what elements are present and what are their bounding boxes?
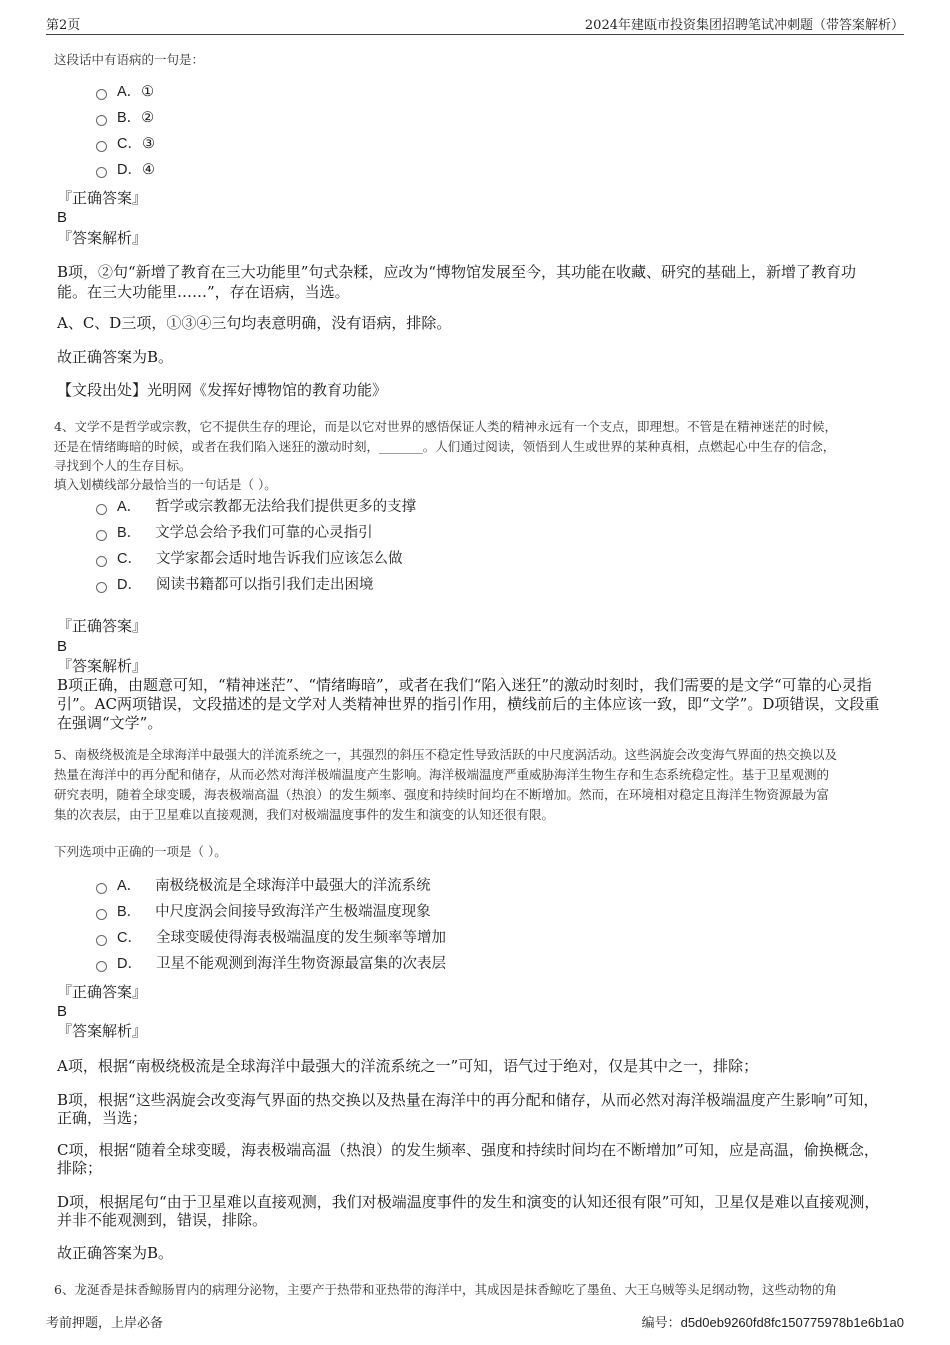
radio-icon[interactable] — [96, 883, 107, 894]
q3-analysis-label: 『答案解析』 — [57, 229, 148, 247]
q3-analysis-line: 故正确答案为B。 — [57, 348, 174, 366]
q4-stem-line: 4、文学不是哲学或宗教，它不提供生存的理论，而是以它对世界的感悟保证人类的精神永远有一个支点，即理想。不管是在精神迷茫的时候， — [54, 419, 837, 434]
q5-analysis-line: A项，根据“南极绕极流是全球海洋中最强大的洋流系统之一”可知，语气过于绝对，仅是其中之一，排除； — [57, 1057, 759, 1075]
q3-option-d[interactable]: D．④ — [96, 160, 155, 180]
radio-icon[interactable] — [96, 115, 107, 126]
q5-analysis-line: 正确，当选； — [57, 1109, 148, 1127]
document-code — [642, 1312, 904, 1331]
q5-analysis-line: D项，根据尾句“由于卫星难以直接观测，我们对极端温度事件的发生和演变的认知还很有限”可知，卫星仅是难以直接观测， — [57, 1193, 880, 1211]
code-label: 编号： — [641, 1316, 681, 1331]
q4-option-d[interactable]: D． 阅读书籍都可以指引我们走出困境 — [96, 575, 373, 595]
radio-icon[interactable] — [96, 504, 107, 515]
document-title: 2024年建瓯市投资集团招聘笔试冲刺题（带答案解析） — [584, 18, 904, 33]
q4-analysis-line: 在强调“文学”。 — [57, 714, 163, 732]
q5-analysis-line: B项，根据“这些涡旋会改变海气界面的热交换以及热量在海洋中的再分配和储存，从而必然对海洋极端温度产生影响”可知， — [57, 1091, 879, 1109]
radio-icon[interactable] — [96, 89, 107, 100]
footer-slogan: 考前押题，上岸必备 — [46, 1316, 164, 1331]
q5-stem-line: 集的次表层，由于卫星难以直接观测，我们对极端温度事件的发生和演变的认知还很有限。 — [54, 807, 555, 822]
q4-answer: B — [57, 638, 68, 655]
q5-option-a[interactable]: A． 南极绕极流是全球海洋中最强大的洋流系统 — [96, 876, 431, 896]
code-value: d5d0eb9260fd8fc150775978b1e6b1a0 — [680, 1315, 904, 1330]
q5-stem-line: 5、南极绕极流是全球海洋中最强大的洋流系统之一，其强烈的斜压不稳定性导致活跃的中尺度涡活动。这些涡旋会改变海气界面的热交换以及 — [54, 747, 837, 762]
q4-stem-question: 填入划横线部分最恰当的一句话是（ ）。 — [54, 477, 277, 492]
q5-option-b[interactable]: B． 中尺度涡会间接导致海洋产生极端温度现象 — [96, 902, 431, 922]
q3-answer-label: 『正确答案』 — [57, 189, 148, 207]
q4-stem-line: 还是在情绪晦暗的时候，或者在我们陷入迷狂的激动时刻，_______。人们通过阅读，领悟到人生或世界的某种真相，点燃起心中生存的信念， — [54, 439, 836, 454]
q3-analysis-line: A、C、D三项，①③④三句均表意明确，没有语病，排除。 — [57, 314, 452, 332]
q4-answer-label: 『正确答案』 — [57, 617, 148, 635]
q5-analysis-line: C项，根据“随着全球变暖，海表极端高温（热浪）的发生频率、强度和持续时间均在不断增加”可知，应是高温，偷换概念， — [57, 1141, 879, 1159]
radio-icon[interactable] — [96, 167, 107, 178]
page-number: 第2页 — [46, 18, 81, 33]
q5-answer: B — [57, 1003, 68, 1020]
q5-option-d[interactable]: D． 卫星不能观测到海洋生物资源最富集的次表层 — [96, 954, 446, 974]
q6-stem: 6、龙涎香是抹香鲸肠胃内的病理分泌物，主要产于热带和亚热带的海洋中，其成因是抹香鲸吃了墨鱼、大王乌贼等头足纲动物，这些动物的角 — [54, 1282, 837, 1297]
q4-analysis-label: 『答案解析』 — [57, 657, 148, 675]
q5-stem-line: 研究表明，随着全球变暖，海表极端高温（热浪）的发生频率、强度和持续时间均在不断增加。然而，在环境相对稳定且海洋生物资源最为富 — [54, 787, 830, 802]
q5-option-c[interactable]: C． 全球变暖使得海表极端温度的发生频率等增加 — [96, 928, 446, 948]
q4-option-b[interactable]: B． 文学总会给予我们可靠的心灵指引 — [96, 523, 373, 543]
q5-conclusion: 故正确答案为B。 — [57, 1244, 174, 1262]
page-header — [46, 14, 904, 35]
q3-option-a[interactable]: A．① — [96, 82, 154, 102]
radio-icon[interactable] — [96, 530, 107, 541]
radio-icon[interactable] — [96, 556, 107, 567]
q3-option-c[interactable]: C．③ — [96, 134, 155, 154]
q5-answer-label: 『正确答案』 — [57, 983, 148, 1001]
q5-analysis-line: 排除； — [57, 1159, 103, 1177]
q4-option-a[interactable]: A． 哲学或宗教都无法给我们提供更多的支撑 — [96, 497, 416, 517]
radio-icon[interactable] — [96, 909, 107, 920]
q4-option-c[interactable]: C． 文学家都会适时地告诉我们应该怎么做 — [96, 549, 402, 569]
q3-stem: 这段话中有语病的一句是： — [54, 52, 205, 67]
q3-analysis-line: 能。在三大功能里……”，存在语病，当选。 — [57, 283, 350, 301]
q5-analysis-line: 并非不能观测到，错误，排除。 — [57, 1211, 268, 1229]
q3-option-b[interactable]: B．② — [96, 108, 154, 128]
radio-icon[interactable] — [96, 961, 107, 972]
q5-stem-line: 热量在海洋中的再分配和储存，从而必然对海洋极端温度产生影响。海洋极端温度严重威胁海洋生物生存和生态系统稳定性。基于卫星观测的 — [54, 767, 830, 782]
q5-analysis-label: 『答案解析』 — [57, 1022, 148, 1040]
q3-source: 【文段出处】光明网《发挥好博物馆的教育功能》 — [57, 381, 388, 399]
q4-stem-line: 寻找到个人的生存目标。 — [54, 458, 192, 473]
radio-icon[interactable] — [96, 582, 107, 593]
radio-icon[interactable] — [96, 141, 107, 152]
q4-analysis-line: B项正确，由题意可知，“精神迷茫”、“情绪晦暗”，或者在我们“陷入迷狂”的激动时刻时，我们需要的是文学“可靠的心灵指 — [57, 676, 872, 694]
q5-question: 下列选项中正确的一项是（ ）。 — [54, 844, 227, 859]
q3-answer: B — [57, 209, 68, 226]
q4-analysis-line: 引”。AC两项错误，文段描述的是文学对人类精神世界的指引作用，横线前后的主体应该一致，即“文学”。D项错误，文段重 — [57, 695, 880, 713]
radio-icon[interactable] — [96, 935, 107, 946]
q3-analysis-line: B项，②句“新增了教育在三大功能里”句式杂糅，应改为“博物馆发展至今，其功能在收藏、研究的基础上，新增了教育功 — [57, 263, 857, 281]
